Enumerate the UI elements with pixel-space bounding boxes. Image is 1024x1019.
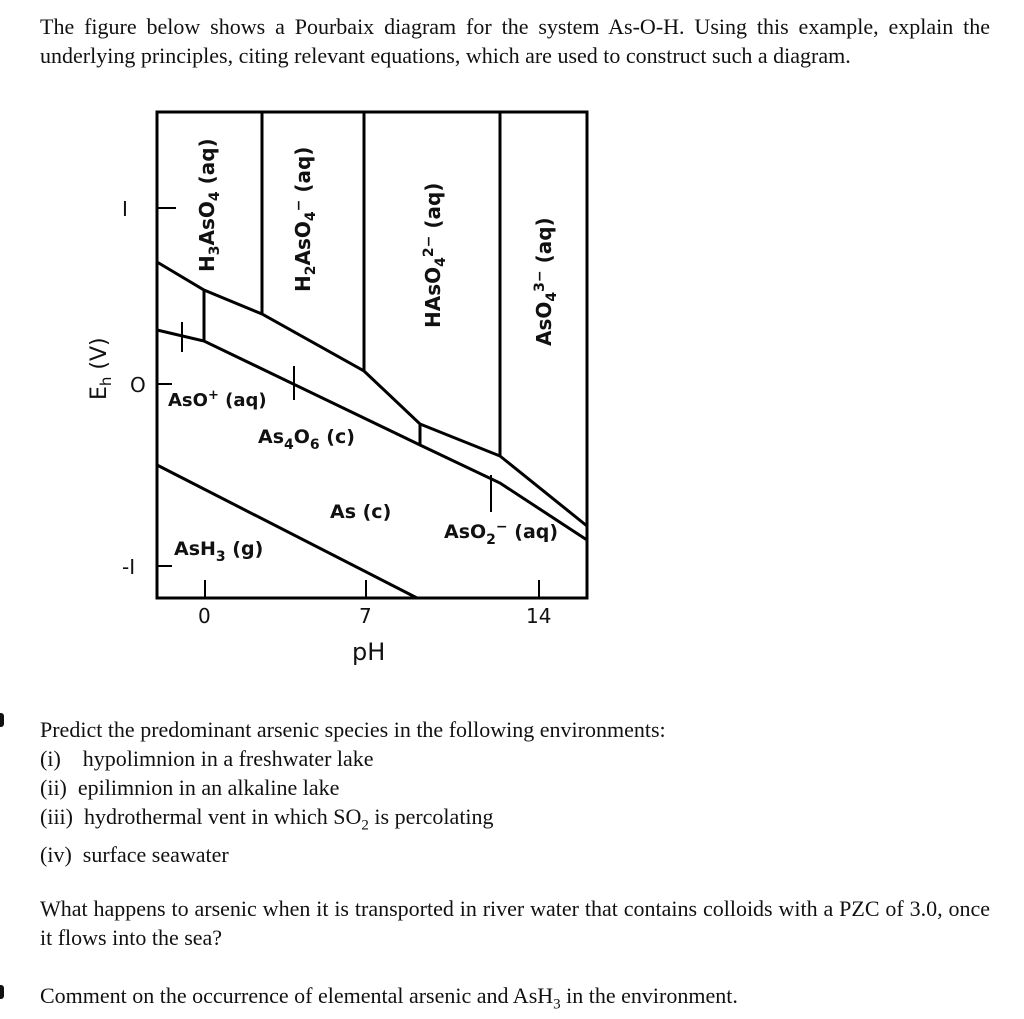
label-as4o6: $As_4O_6$ (c): [258, 426, 355, 453]
y-axis-label: $E_h$ (V): [87, 337, 115, 400]
label-aso2: AsO$_2$− (aq): [444, 519, 559, 548]
boundary-as-ash3: [157, 465, 417, 598]
comment-question: Comment on the occurrence of elemental arsenic and AsH$_3$ in the environment.: [40, 983, 738, 1013]
colloid-question: What happens to arsenic when it is transported in river water that contains colloids with a PZC of 3.0, once it flows into the sea?: [40, 896, 990, 950]
label-aso-plus: AsO+ (aq): [168, 388, 267, 411]
pourbaix-diagram: [60, 100, 600, 670]
list-item: (ii) epilimnion in an alkaline lake: [40, 775, 340, 800]
label-h2aso4: $H_2AsO_4^-$ (aq): [291, 146, 319, 292]
x-tick-label: 14: [526, 604, 552, 628]
label-as-c: As (c): [330, 501, 392, 523]
predict-question: [40, 715, 990, 869]
x-tick-label: 0: [198, 604, 211, 628]
y-tick-label: -I: [122, 555, 136, 579]
label-aso4: AsO$_4^{3-}$ (aq): [532, 217, 560, 346]
list-item: (iv) surface seawater: [40, 842, 229, 868]
margin-mark: [0, 713, 4, 727]
y-tick-label: I: [122, 197, 128, 221]
intro-paragraph: The figure below shows a Pourbaix diagram for the system As-O-H. Using this example, explain the underlying principles, citing relevant equations, which are used to construct such a diagram.: [40, 14, 990, 68]
label-haso4: HAsO$_4^{2-}$ (aq): [421, 182, 449, 328]
list-item: (iii) hydrothermal vent in which $SO_2$ is percolating: [40, 804, 494, 834]
label-ash3: AsH$_3$ (g): [174, 538, 264, 565]
x-axis-label: pH: [352, 638, 386, 666]
margin-mark: [0, 985, 4, 999]
x-tick-label: 7: [359, 604, 372, 628]
y-tick-label: O: [130, 373, 146, 397]
list-item: (i) hypolimnion in a freshwater lake: [40, 746, 374, 771]
label-h3aso4: $H_3AsO_4$ (aq): [195, 138, 223, 272]
predict-intro: Predict the predominant arsenic species in the following environments:: [40, 717, 666, 742]
